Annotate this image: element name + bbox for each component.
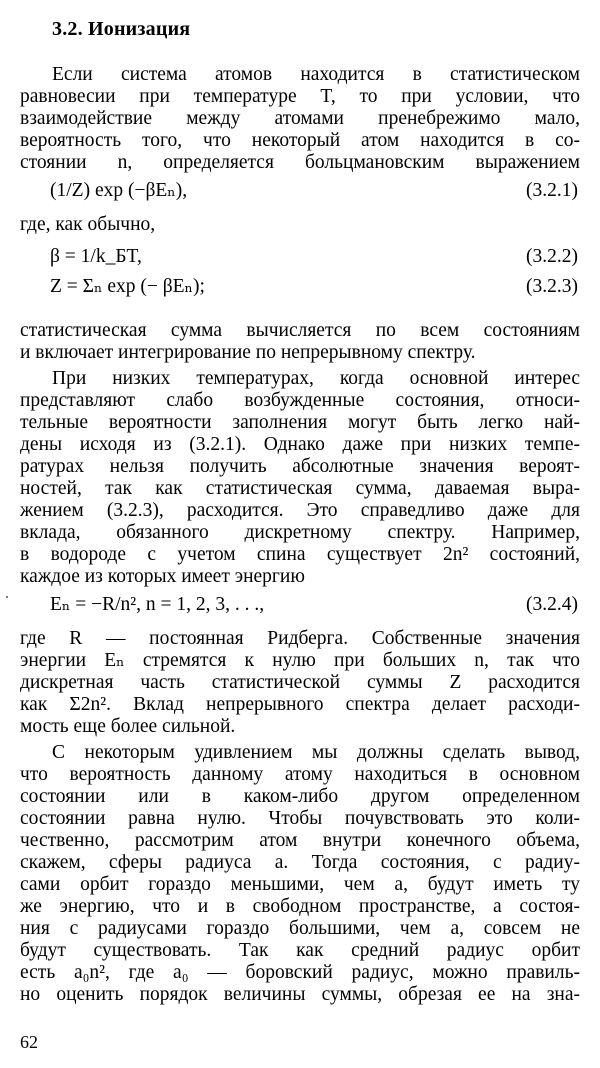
text-line: вклада, обязанного дискретному спектру. Например, [20, 522, 580, 543]
page-number: 62 [20, 1032, 38, 1052]
text-line: ратурах нельзя получить абсолютные значения вероят- [20, 456, 580, 477]
equation-number: (3.2.3) [526, 276, 578, 297]
text-line: же энергию, что и в свободном пространстве, а состоя- [20, 896, 580, 917]
equation-number: (3.2.2) [526, 246, 578, 267]
text-line: как Σ2n². Вклад непрерывного спектра делает расходи- [20, 694, 580, 715]
section-heading: 3.2. Ионизация [52, 18, 191, 40]
text-line: будут существовать. Так как средний радиус орбит [20, 940, 580, 961]
text-line: стоянии n, определяется больцмановским выражением [20, 152, 580, 173]
text-line: сами орбит гораздо меньшими, чем a, будут иметь ту [20, 874, 580, 895]
text-line: чественно, рассмотрим атом внутри конечного объема, [20, 830, 580, 851]
text-line: Если система атомов находится в статистическом [52, 64, 580, 85]
equation-3-2-3: Z = Σₙ exp (− βEₙ); [50, 276, 205, 297]
equation-3-2-4: Eₙ = −R/n², n = 1, 2, 3, . . ., [50, 594, 265, 615]
text-line: жением (3.2.3), расходится. Это справедливо даже для [20, 500, 580, 521]
text-line: взаимодействие между атомами пренебрежимо мало, [20, 108, 580, 129]
text-line: состоянии равна нулю. Чтобы почувствовать это коли- [20, 808, 580, 829]
equation-number: (3.2.4) [526, 594, 578, 615]
text-line: При низких температурах, когда основной интерес [52, 368, 580, 389]
text-line: состоянии или в каком-либо другом определенном [20, 786, 580, 807]
text-line: в водороде с учетом спина существует 2n² состояний, [20, 544, 580, 565]
text-line: каждое из которых имеет энергию [20, 566, 305, 587]
text-line: вероятность того, что некоторый атом находится в со- [20, 130, 580, 151]
equation-3-2-1: (1/Z) exp (−βEₙ), [50, 180, 188, 201]
text-line: дены исходя из (3.2.1). Однако даже при низких темпе- [20, 434, 580, 455]
margin-speck [6, 596, 8, 598]
text-line: представляют слабо возбужденные состояния, относи- [20, 390, 580, 411]
text-line: но оценить порядок величины суммы, обрезая ее на зна- [20, 984, 580, 1005]
text-line: статистическая сумма вычисляется по всем состояниям [20, 320, 580, 341]
text-line: мость еще более сильной. [20, 716, 236, 737]
text-line: скажем, сферы радиуса a. Тогда состояния, с радиу- [20, 852, 580, 873]
text-line: что вероятность данному атому находиться в основном [20, 764, 580, 785]
text-line: ностей, так как статистическая сумма, даваемая выра- [20, 478, 580, 499]
text-line: дискретная часть статистической суммы Z расходится [20, 672, 580, 693]
text-line: где R — постоянная Ридберга. Собственные значения [20, 628, 580, 649]
text-line: есть a₀n², где a₀ — боровский радиус, можно правиль- [20, 962, 580, 983]
text-line: где, как обычно, [20, 214, 156, 235]
text-line: равновесии при температуре T, то при условии, что [20, 86, 580, 107]
equation-3-2-2: β = 1/k_БT, [50, 246, 142, 267]
text-line: и включает интегрирование по непрерывному спектру. [20, 342, 476, 363]
text-line: тельные вероятности заполнения могут быть легко най- [20, 412, 580, 433]
text-line: С некоторым удивлением мы должны сделать вывод, [52, 742, 580, 763]
text-line: ния с радиусами гораздо большими, чем a, совсем не [20, 918, 580, 939]
equation-number: (3.2.1) [526, 180, 578, 201]
text-line: энергии Eₙ стремятся к нулю при больших n, так что [20, 650, 580, 671]
